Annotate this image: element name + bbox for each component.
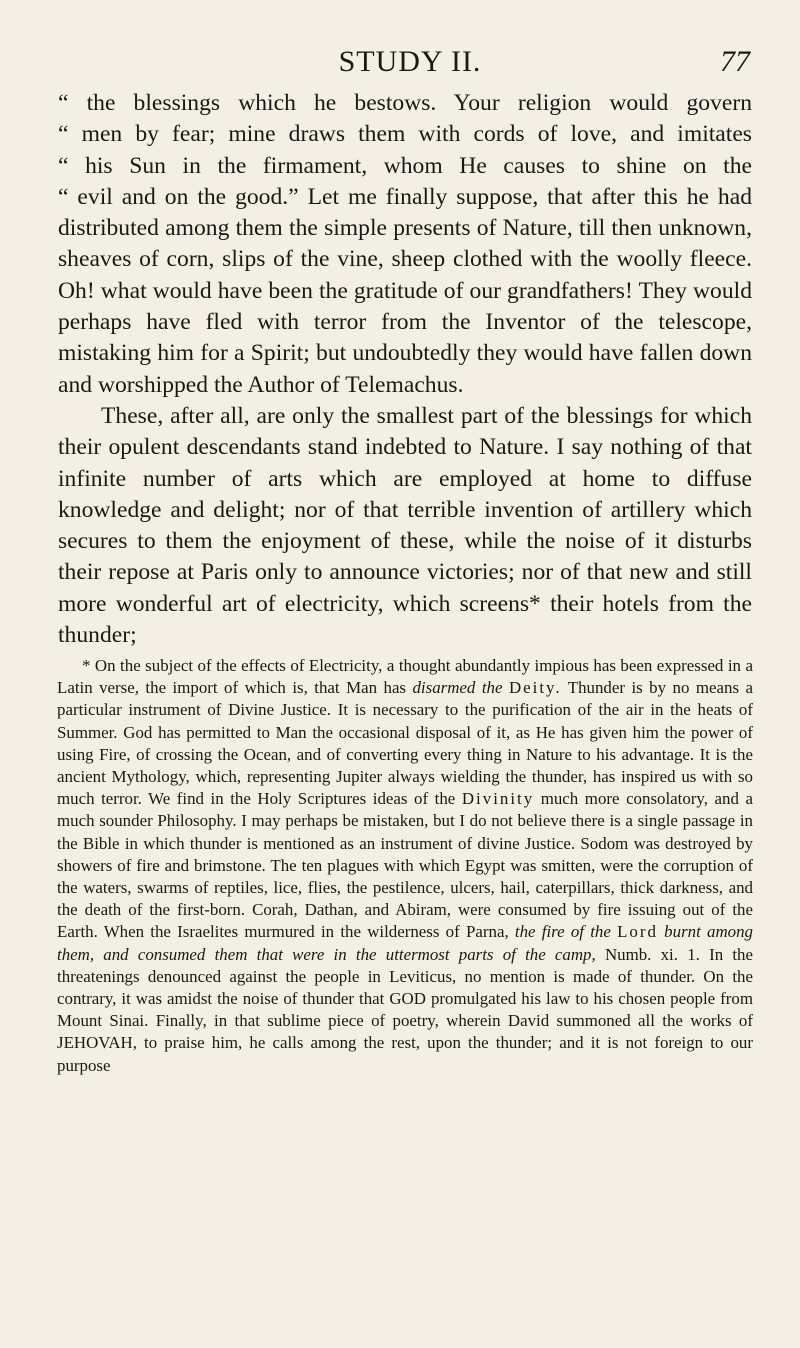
quote-line: “ the blessings which he bestows. Your religion would govern bbox=[58, 90, 752, 116]
footnote-segment: * On the subject of the effects of Electricity, a thought abundantly impious has been expressed in a Latin verse, the import of which is, that Man has bbox=[57, 656, 753, 698]
footnote-segment: Numb. xi. 1. In the threatenings denounced against the people in Leviticus, no mention is made of thunder. On the contrary, it was amidst the noise of thunder that GOD promulgated his law to his chosen people from Mount Sinai. Finally, in that sublime piece of poetry, wherein David summoned all the works of JEHOVAH, to praise him, he calls among the rest, upon the thunder; and it is not foreign to our purpose bbox=[57, 944, 753, 1075]
footnote-segment: Thunder is by no means a particular instrument of Divine Justice. It is necessary to the purification of the air in the heats of Summer. God has permitted to Man the occasional disposal of it, as He has given him the power of using Fire, of crossing the Ocean, and of converting every thing in Nature to his advantage. It is the ancient Mythology, which, representing Jupiter always wielding the thunder, has inspired us with so much terror. We find in the Holy Scriptures ideas of the bbox=[57, 678, 753, 809]
quote-line: “ his Sun in the firmament, whom He causes to shine on the bbox=[58, 152, 752, 179]
page-header bbox=[70, 40, 750, 84]
footnote-italic: burnt among them, and consumed them that were in the uttermost parts of the camp, bbox=[57, 922, 753, 964]
footnote-small-caps: Divinity bbox=[461, 789, 535, 809]
running-head: STUDY II. bbox=[338, 45, 482, 78]
footnote-small-caps: Deity. bbox=[508, 678, 562, 698]
footnote-small-caps: Lord bbox=[617, 922, 658, 942]
footnote-italic: the fire of the bbox=[514, 922, 618, 942]
main-text bbox=[58, 88, 752, 651]
footnote-segment: much more consolatory, and a much sounder Philosophy. I may perhaps be mistaken, but I do not believe there is a single passage in the Bible in which thunder is mentioned as an instrument of divine Justice. Sodom was destroyed by showers of fire and brimstone. The ten plagues with which Egypt was smitten, were the corruption of the waters, swarms of reptiles, lice, flies, the pestilence, ulcers, hail, caterpillars, thick darkness, and the death of the first-born. Corah, Dathan, and Abiram, were consumed by fire issuing out of the Earth. When the Israelites murmured in the wilderness of Parna, bbox=[57, 789, 753, 942]
footnote-italic: disarmed the bbox=[412, 678, 503, 698]
quote-line: “ men by fear; mine draws them with cords of love, and imitates bbox=[58, 121, 752, 148]
paragraph: These, after all, are only the smallest part of the blessings for which their opulent descendants stand indebted to Nature. I say nothing of that infinite number of arts which are employed at home to diffuse knowledge and delight; nor of that terrible invention of artillery which secures to them the enjoyment of these, while the noise of it disturbs their repose at Paris only to announce victories; nor of that new and still more wonderful art of electricity, which screens* their hotels from the thunder; bbox=[58, 402, 752, 649]
footnote-text bbox=[57, 655, 753, 1077]
page-number: 77 bbox=[720, 45, 750, 78]
paragraph-continued bbox=[58, 88, 752, 401]
footnote bbox=[57, 655, 753, 1077]
paragraph-text: “ evil and on the good.” Let me finally suppose, that after this he had distributed among them the simple presents of Nature, till then unknown, sheaves of corn, slips of the vine, sheep clothed with the woolly fleece. Oh! what would have been the gratitude of our grandfathers! They would perhaps have fled with terror from the Inventor of the telescope, mistaking him for a Spirit; but undoubtedly they would have fallen down and worshipped the Author of Telemachus. bbox=[58, 183, 752, 398]
